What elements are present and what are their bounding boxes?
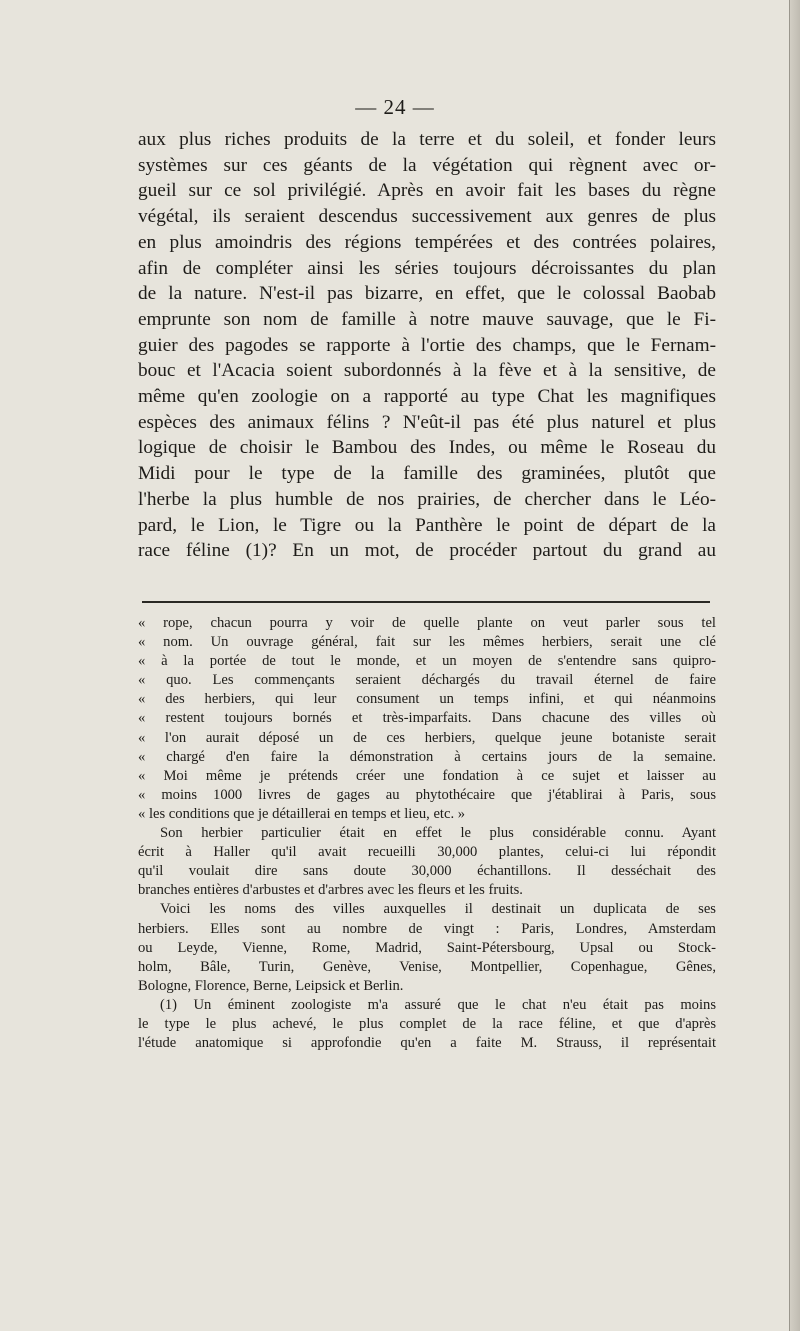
note-herbier-line: branches entières d'arbustes et d'arbres avec les fleurs et les fruits. [138,882,523,899]
body-line: aux plus riches produits de la terre et du soleil, et fonder leurs [138,129,716,150]
quoted-note-line: « rope, chacun pourra y voir de quelle plante on veut parler sous tel [138,615,716,631]
footnote-1-line: (1) Un éminent zoologiste m'a assuré que le chat n'eu était pas moins [160,996,716,1013]
footnote-separator-rule [142,601,710,603]
page-edge [789,0,800,1331]
footnote-1-line: le type le plus achevé, le plus complet de la race féline, et que d'après [138,1015,716,1032]
body-line: même qu'en zoologie on a rapporté au type Chat les magnifiques [138,386,716,408]
quoted-note-line: « chargé d'en faire la démonstration à certains jours de la semaine. [138,748,716,765]
note-herbier-line: qu'il voulait dire sans doute 30,000 échantillons. Il desséchait des [138,863,716,880]
body-line: l'herbe la plus humble de nos prairies, de chercher dans le Léo- [138,488,716,510]
body-line: emprunte son nom de famille à notre mauve sauvage, que le Fi- [138,308,716,330]
body-line: espèces des animaux félins ? N'eût-il pas été plus naturel et plus [138,411,716,433]
note-villes-line: Voici les noms des villes auxquelles il destinait un duplicata de ses [160,901,716,918]
note-herbier-line: Son herbier particulier était en effet le plus considérable connu. Ayant [160,825,716,842]
quoted-note-line: « à la portée de tout le monde, et un moyen de s'entendre sans quipro- [138,653,716,670]
quoted-note-line: « restent toujours bornés et très-imparfaits. Dans chacune des villes où [138,710,716,727]
body-line: en plus amoindris des régions tempérées et des contrées polaires, [138,231,716,253]
quoted-note-line: « Moi même je prétends créer une fondation à ce sujet et laisser au [138,767,716,784]
body-line: race féline (1)? En un mot, de procéder partout du grand au [138,540,716,562]
note-villes-line: ou Leyde, Vienne, Rome, Madrid, Saint-Pétersbourg, Upsal ou Stock- [138,939,716,956]
note-herbier-line: écrit à Haller qu'il avait recueilli 30,000 plantes, celui-ci lui répondit [138,844,716,861]
body-line: systèmes sur ces géants de la végétation qui règnent avec or- [138,154,716,176]
main-body-text [138,127,716,564]
body-line: gueil sur ce sol privilégié. Après en avoir fait les bases du règne [138,180,716,202]
note-villes-line: herbiers. Elles sont au nombre de vingt : Paris, Londres, Amsterdam [138,920,716,937]
body-line: bouc et l'Acacia soient subordonnés à la fève et à la sensitive, de [138,360,716,382]
body-line: logique de choisir le Bambou des Indes, ou même le Roseau du [138,437,716,459]
page-number: — 24 — [355,95,435,119]
footnotes-block [138,614,716,1053]
body-line: végétal, ils seraient descendus successivement aux genres de plus [138,206,716,228]
footnote-1-line: l'étude anatomique si approfondie qu'en a faite M. Strauss, il représentait [138,1035,716,1052]
body-line: Midi pour le type de la famille des graminées, plutôt que [138,463,716,485]
body-line: pard, le Lion, le Tigre ou la Panthère le point de départ de la [138,514,716,536]
quoted-note-line: « nom. Un ouvrage général, fait sur les mêmes herbiers, serait une clé [138,634,716,651]
body-line: afin de compléter ainsi les séries toujours décroissantes du plan [138,257,716,279]
body-line: guier des pagodes se rapporte à l'ortie des champs, que le Fernam- [138,334,716,356]
quoted-note-line: « quo. Les commençants seraient déchargés du travail éternel de faire [138,672,716,689]
note-villes-line: Bologne, Florence, Berne, Leipsick et Berlin. [138,977,404,994]
body-line: de la nature. N'est-il pas bizarre, en effet, que le colossal Baobab [138,283,716,305]
quoted-note-line: « l'on aurait déposé un de ces herbiers, quelque jeune botaniste serait [138,729,716,746]
note-villes-line: holm, Bâle, Turin, Genève, Venise, Montpellier, Copenhague, Gênes, [138,958,716,975]
quoted-note-line: « des herbiers, qui leur consument un temps infini, et qui néanmoins [138,691,716,708]
quoted-note-line: « moins 1000 livres de gages au phytothécaire que j'établirai à Paris, sous [138,786,716,803]
quoted-note-line: « les conditions que je détaillerai en temps et lieu, etc. » [138,805,466,822]
